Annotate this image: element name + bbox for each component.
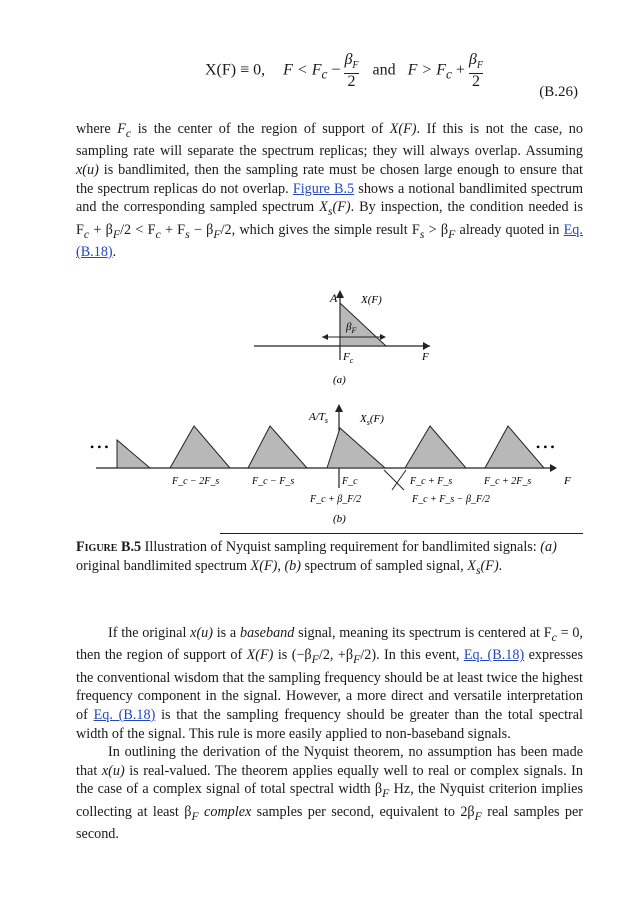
replica-minus1: [248, 426, 307, 468]
equation-b26: X(F) ≡ 0, $F < F_c$ − $\frac{\beta_F}{2}$ and $F > F_c$ + $\frac{\beta_F}{2}$: [205, 51, 483, 91]
eq-b18-link-2[interactable]: Eq. (B.18): [463, 647, 525, 664]
panel-a-label: (a): [333, 374, 346, 386]
paragraph-1: where $F_c$ is the center of the region of support of X(F). If this is not the case, no sampling rate will separate the spectrum replicas; they will always overlap. Assuming x(u) is bandlimited, then the sampling rate must be chosen large enough to ensure that the spectrum replicas do not overlap. Figure B.5 shows a notional bandlimited spectrum and the corresponding sampled spectrum $X_s(F)$. By inspection, the condition needed is $F_c + \beta_F/2 < F_c + F_s - \beta_F/2$, which gives the simple result $F_s > \beta_F$ already quoted in Eq. (B.18).: [76, 121, 584, 261]
dots-right: • • •: [536, 440, 555, 454]
equation-number: (B.26): [539, 84, 578, 100]
replica-minus2: [170, 426, 230, 468]
figure-b5-link[interactable]: Figure B.5: [292, 180, 355, 197]
dots-left: • • •: [90, 440, 109, 454]
eq-cond2: F > F: [407, 61, 446, 79]
eq-fraction-2: $\frac{\beta_F}{2}$: [468, 51, 483, 91]
eq-lhs: X(F) ≡ 0,: [205, 61, 266, 79]
panel-a: [254, 290, 430, 386]
paragraph-2: If the original x(u) is a baseband signal, meaning its spectrum is centered at $F_c = 0$, then the region of support of X(F) is ($-\beta_F/2$, $+\beta_F/2$). In this event, Eq. (B.18) expresses the conventional wisdom that the sampling frequency should be at least twice the highest frequency component in the signal. However, a more direct and versatile interpretation of Eq. (B.18) is that the sampling frequency should be greater than the total spectral width of the signal. This rule is more easily applied to non-baseband signals. In outlining the derivation of the Nyquist theorem, no assumption has been made that x(u) is real-valued. The theorem applies equally well to real or complex signals. In the case of a complex signal of total spectral width $\beta_F$ Hz, the Nyquist criterion implies collecting at least $\beta_F$ complex samples per second, equivalent to $2\beta_F$ real samples per second.: [76, 625, 584, 843]
curve-label-a: X(F): [361, 294, 382, 306]
caption-rule: [220, 533, 583, 534]
panel-b-label: (b): [333, 513, 346, 525]
svg-text:Fc: $F_c$: [343, 351, 354, 365]
amp-label-a: A: [330, 291, 338, 305]
eq-fraction-1: $\frac{\beta_F}{2}$: [344, 51, 359, 91]
eq-b18-link[interactable]: Eq. (B.18): [76, 221, 583, 261]
svg-text:F_c: F_c: [342, 476, 358, 487]
eq-cond1: F < F: [283, 61, 322, 79]
svg-text:F_c − 2F_s: F_c − 2F_s: [172, 476, 220, 487]
replica-plus1: [405, 426, 466, 468]
svg-text:F_c + F_s: F_c + F_s: [410, 476, 453, 487]
svg-text:F: F: [564, 475, 571, 487]
svg-text:F_c − F_s: F_c − F_s: [252, 476, 295, 487]
svg-text:F_c + 2F_s: F_c + 2F_s: [484, 476, 532, 487]
svg-text:F: F: [422, 351, 429, 363]
svg-text:A/Ts: $A/T_s$: [309, 411, 329, 425]
panel-b: [90, 404, 571, 525]
replica-left-partial: [117, 440, 150, 468]
svg-text:βF: $\beta_F$: [346, 321, 357, 335]
figure-caption: Figure B.5 Illustration of Nyquist sampling requirement for bandlimited signals: (a) original bandlimited spectrum X(F), (b) spectrum of sampled signal, $X_s(F)$.: [76, 539, 557, 577]
eq-and: and: [372, 61, 396, 79]
svg-text:F_c + β_F/2: F_c + β_F/2: [310, 494, 362, 505]
svg-text:F_c + F_s − β_F/2: F_c + F_s − β_F/2: [412, 494, 490, 505]
eq-b18-link-3[interactable]: Eq. (B.18): [93, 707, 156, 724]
svg-text:Xs(F): $X_s(F)$: [360, 413, 384, 427]
replica-center: [327, 428, 385, 468]
